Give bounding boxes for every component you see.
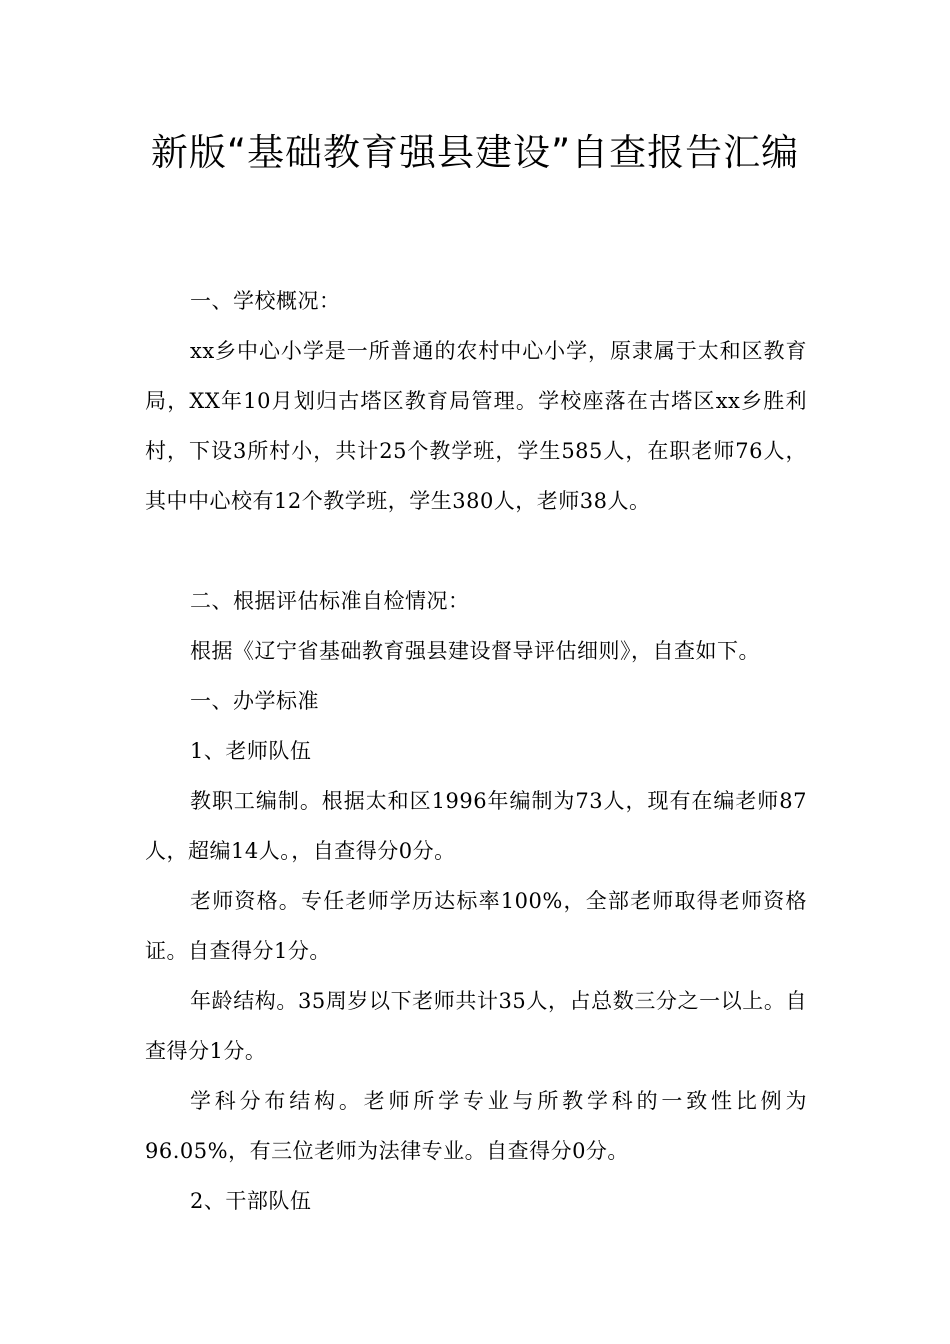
subheading-cadre-team: 2、干部队伍 xyxy=(190,1189,312,1213)
section-heading-self-check: 二、根据评估标准自检情况： xyxy=(190,589,470,613)
blank-line xyxy=(145,526,807,576)
paragraph-staff-quota: 教职工编制。根据太和区1996年编制为73人，现有在编老师87人，超编14人。，自查得分0分。 xyxy=(145,789,807,863)
section-heading-school-overview: 一、学校概况： xyxy=(190,289,341,313)
paragraph-self-check-intro: 根据《辽宁省基础教育强县建设督导评估细则》，自查如下。 xyxy=(190,639,760,663)
subheading-school-standards: 一、办学标准 xyxy=(190,689,319,713)
paragraph-subject-structure: 学科分布结构。老师所学专业与所教学科的一致性比例为96.05%，有三位老师为法律专业。自查得分0分。 xyxy=(145,1089,807,1163)
subheading-teacher-team: 1、老师队伍 xyxy=(190,739,312,763)
paragraph-age-structure: 年龄结构。35周岁以下老师共计35人，占总数三分之一以上。自查得分1分。 xyxy=(145,989,807,1063)
paragraph-school-overview: xx乡中心小学是一所普通的农村中心小学，原隶属于太和区教育局，XX年10月划归古塔区教育局管理。学校座落在古塔区xx乡胜利村，下设3所村小，共计25个教学班，学生585人，在职老师76人，其中中心校有12个教学班，学生380人，老师38人。 xyxy=(145,339,807,513)
paragraph-teacher-qualification: 老师资格。专任老师学历达标率100%，全部老师取得老师资格证。自查得分1分。 xyxy=(145,889,807,963)
document-body xyxy=(145,276,807,1226)
document-title: 新版“基础教育强县建设”自查报告汇编 xyxy=(150,131,800,174)
